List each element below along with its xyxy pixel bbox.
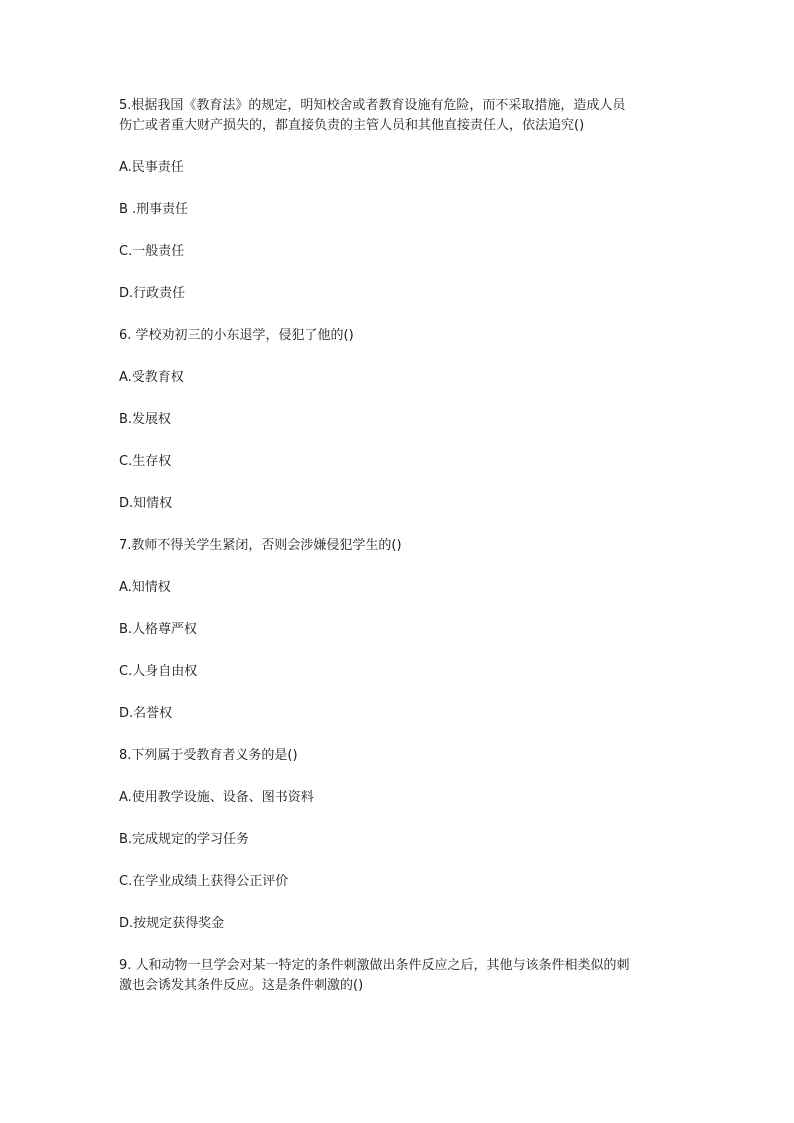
question-8-option-c: C.在学业成绩上获得公正评价 bbox=[119, 874, 289, 889]
question-8-option-d: D.按规定获得奖金 bbox=[119, 916, 225, 931]
question-5-option-d: D.行政责任 bbox=[119, 286, 186, 301]
question-8-stem-line-1: 8.下列属于受教育者义务的是() bbox=[119, 748, 298, 763]
question-5-option-c: C.一般责任 bbox=[119, 244, 185, 259]
question-9-stem-line-2: 激也会诱发其条件反应。这是条件刺激的() bbox=[119, 978, 364, 993]
question-7-option-a: A.知情权 bbox=[119, 580, 171, 595]
question-6-stem bbox=[119, 326, 679, 346]
question-6-option-c: C.生存权 bbox=[119, 454, 172, 469]
question-7-stem-line-1: 7.教师不得关学生紧闭，否则会涉嫌侵犯学生的() bbox=[119, 538, 402, 553]
question-6-option-a: A.受教育权 bbox=[119, 370, 184, 385]
question-5-stem-line-1: 5.根据我国《教育法》的规定，明知校舍或者教育设施有危险，而不采取措施，造成人员 bbox=[119, 98, 626, 113]
question-6-option-b: B.发展权 bbox=[119, 412, 172, 427]
question-7-option-c: C.人身自由权 bbox=[119, 664, 198, 679]
question-5-option-a: A.民事责任 bbox=[119, 160, 184, 175]
question-5-stem bbox=[119, 96, 679, 136]
question-5-stem-line-2: 伤亡或者重大财产损失的，都直接负责的主管人员和其他直接责任人，依法追究() bbox=[119, 118, 585, 133]
question-8-option-a: A.使用教学设施、设备、图书资料 bbox=[119, 790, 314, 805]
question-6-stem-line-1: 6. 学校劝初三的小东退学，侵犯了他的() bbox=[119, 328, 354, 343]
question-9-stem bbox=[119, 956, 679, 996]
question-5-option-b: B .刑事责任 bbox=[119, 202, 189, 217]
question-7-option-b: B.人格尊严权 bbox=[119, 622, 198, 637]
question-9-stem-line-1: 9. 人和动物一旦学会对某一特定的条件刺激做出条件反应之后，其他与该条件相类似的刺 bbox=[119, 958, 630, 973]
question-8-option-b: B.完成规定的学习任务 bbox=[119, 832, 250, 847]
question-7-stem bbox=[119, 536, 679, 556]
question-7-option-d: D.名誉权 bbox=[119, 706, 173, 721]
question-6-option-d: D.知情权 bbox=[119, 496, 173, 511]
document-page bbox=[119, 96, 679, 1018]
question-8-stem bbox=[119, 746, 679, 766]
